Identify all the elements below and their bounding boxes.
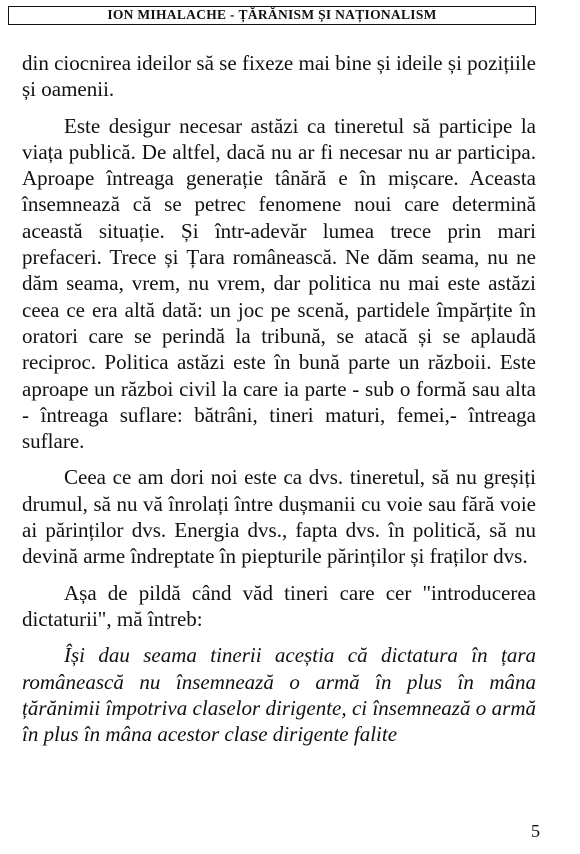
page-number: 5 xyxy=(531,821,540,841)
paragraph-continuation: din ciocnirea ideilor să se fixeze mai bine și ideile și pozițiile și oamenii. xyxy=(22,51,536,102)
paragraph-public-life: Este desigur necesar astăzi ca tineretul să participe la viața publică. De altfel, dacă nu ar fi necesar nu ar participa. Aproape întreaga generație tânără e în mișcare. Aceasta însemnează că se petrec fenomene noui care determină această situație. Și într-adevăr lumea trece prin mari prefaceri. Trece și Țara românească. Ne dăm seama, nu ne dăm seama, vrem, nu vrem, dar politica nu mai este astăzi ceea ce era altă dată: un joc pe scenă, partidele împărțite în oratori care se perindă la tribună, se atacă și se aplaudă reciproc. Politica astăzi este în bună parte un războii. Este aproape un război civil la care ia parte - sub o formă sau alta - întreaga suflare: bătrâni, tineri maturi, femei,- întreaga suflare. xyxy=(22,113,536,454)
paragraph-dictatorship-question: Așa de pildă când văd tineri care cer "introducerea dictaturii", mă întreb: xyxy=(22,580,536,631)
paragraph-italic-answer: Își dau seama tinerii aceștia că dictatura în țara românească nu însemnează o armă în plus în mâna țărănimii împotriva claselor dirigente, ci însemnează o armă în plus în mâna acestor clase dirigente falite xyxy=(22,643,536,747)
paragraph-youth-path: Ceea ce am dori noi este ca dvs. tineretul, să nu greșiți drumul, să nu vă înrolați între dușmanii cu voie sau fără voie ai părinților dvs. Energia dvs., fapta dvs. în politică, să nu devină arme îndreptate în piepturile părinților și fraților dvs. xyxy=(22,465,536,569)
running-header: ION MIHALACHE - ȚĂRĂNISM ȘI NAȚIONALISM xyxy=(8,6,536,25)
page-body xyxy=(22,50,536,747)
